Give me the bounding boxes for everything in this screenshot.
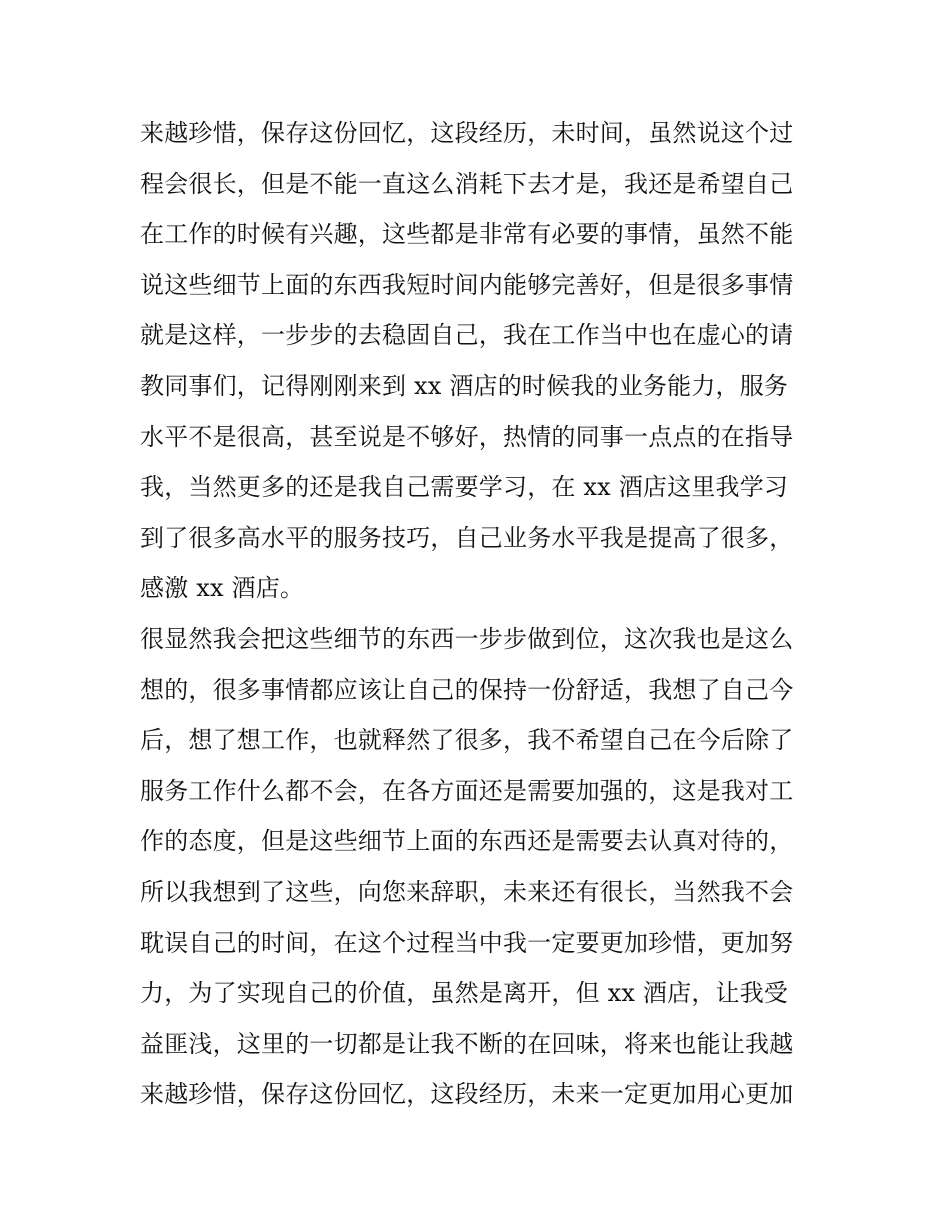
text-line: 很显然我会把这些细节的东西一步步做到位，这次我也是这么 bbox=[140, 624, 794, 653]
text-line: 就是这样，一步步的去稳固自己，我在工作当中也在虚心的请 bbox=[140, 321, 794, 350]
text-line: 力，为了实现自己的价值，虽然是离开，但 xx 酒店，让我受 bbox=[140, 979, 789, 1008]
text-line: 所以我想到了这些，向您来辞职，未来还有很长，当然我不会 bbox=[140, 877, 794, 906]
text-line: 服务工作什么都不会，在各方面还是需要加强的，这是我对工 bbox=[140, 776, 794, 805]
text-line: 水平不是很高，甚至说是不够好，热情的同事一点点的在指导 bbox=[140, 422, 794, 451]
text-line: 程会很长，但是不能一直这么消耗下去才是，我还是希望自己 bbox=[140, 169, 794, 198]
text-line: 感激 xx 酒店。 bbox=[140, 574, 305, 603]
text-line: 想的，很多事情都应该让自己的保持一份舒适，我想了自己今 bbox=[140, 675, 794, 704]
text-line: 益匪浅，这里的一切都是让我不断的在回味，将来也能让我越 bbox=[140, 1029, 794, 1058]
text-line: 在工作的时候有兴趣，这些都是非常有必要的事情，虽然不能 bbox=[140, 220, 794, 249]
text-line: 来越珍惜，保存这份回忆，这段经历，未来一定更加用心更加 bbox=[140, 1080, 794, 1109]
text-line: 耽误自己的时间，在这个过程当中我一定要更加珍惜，更加努 bbox=[140, 928, 794, 957]
text-line: 教同事们，记得刚刚来到 xx 酒店的时候我的业务能力，服务 bbox=[140, 371, 789, 400]
text-line: 来越珍惜，保存这份回忆，这段经历，未时间，虽然说这个过 bbox=[140, 119, 794, 147]
text-line: 后，想了想工作，也就释然了很多，我不希望自己在今后除了 bbox=[140, 726, 794, 755]
text-line: 作的态度，但是这些细节上面的东西还是需要去认真对待的， bbox=[140, 827, 794, 856]
body-text bbox=[140, 108, 820, 1120]
text-line: 说这些细节上面的东西我短时间内能够完善好，但是很多事情 bbox=[140, 270, 794, 299]
text-line: 到了很多高水平的服务技巧，自己业务水平我是提高了很多， bbox=[140, 523, 794, 552]
text-line: 我，当然更多的还是我自己需要学习，在 xx 酒店这里我学习 bbox=[140, 473, 789, 502]
